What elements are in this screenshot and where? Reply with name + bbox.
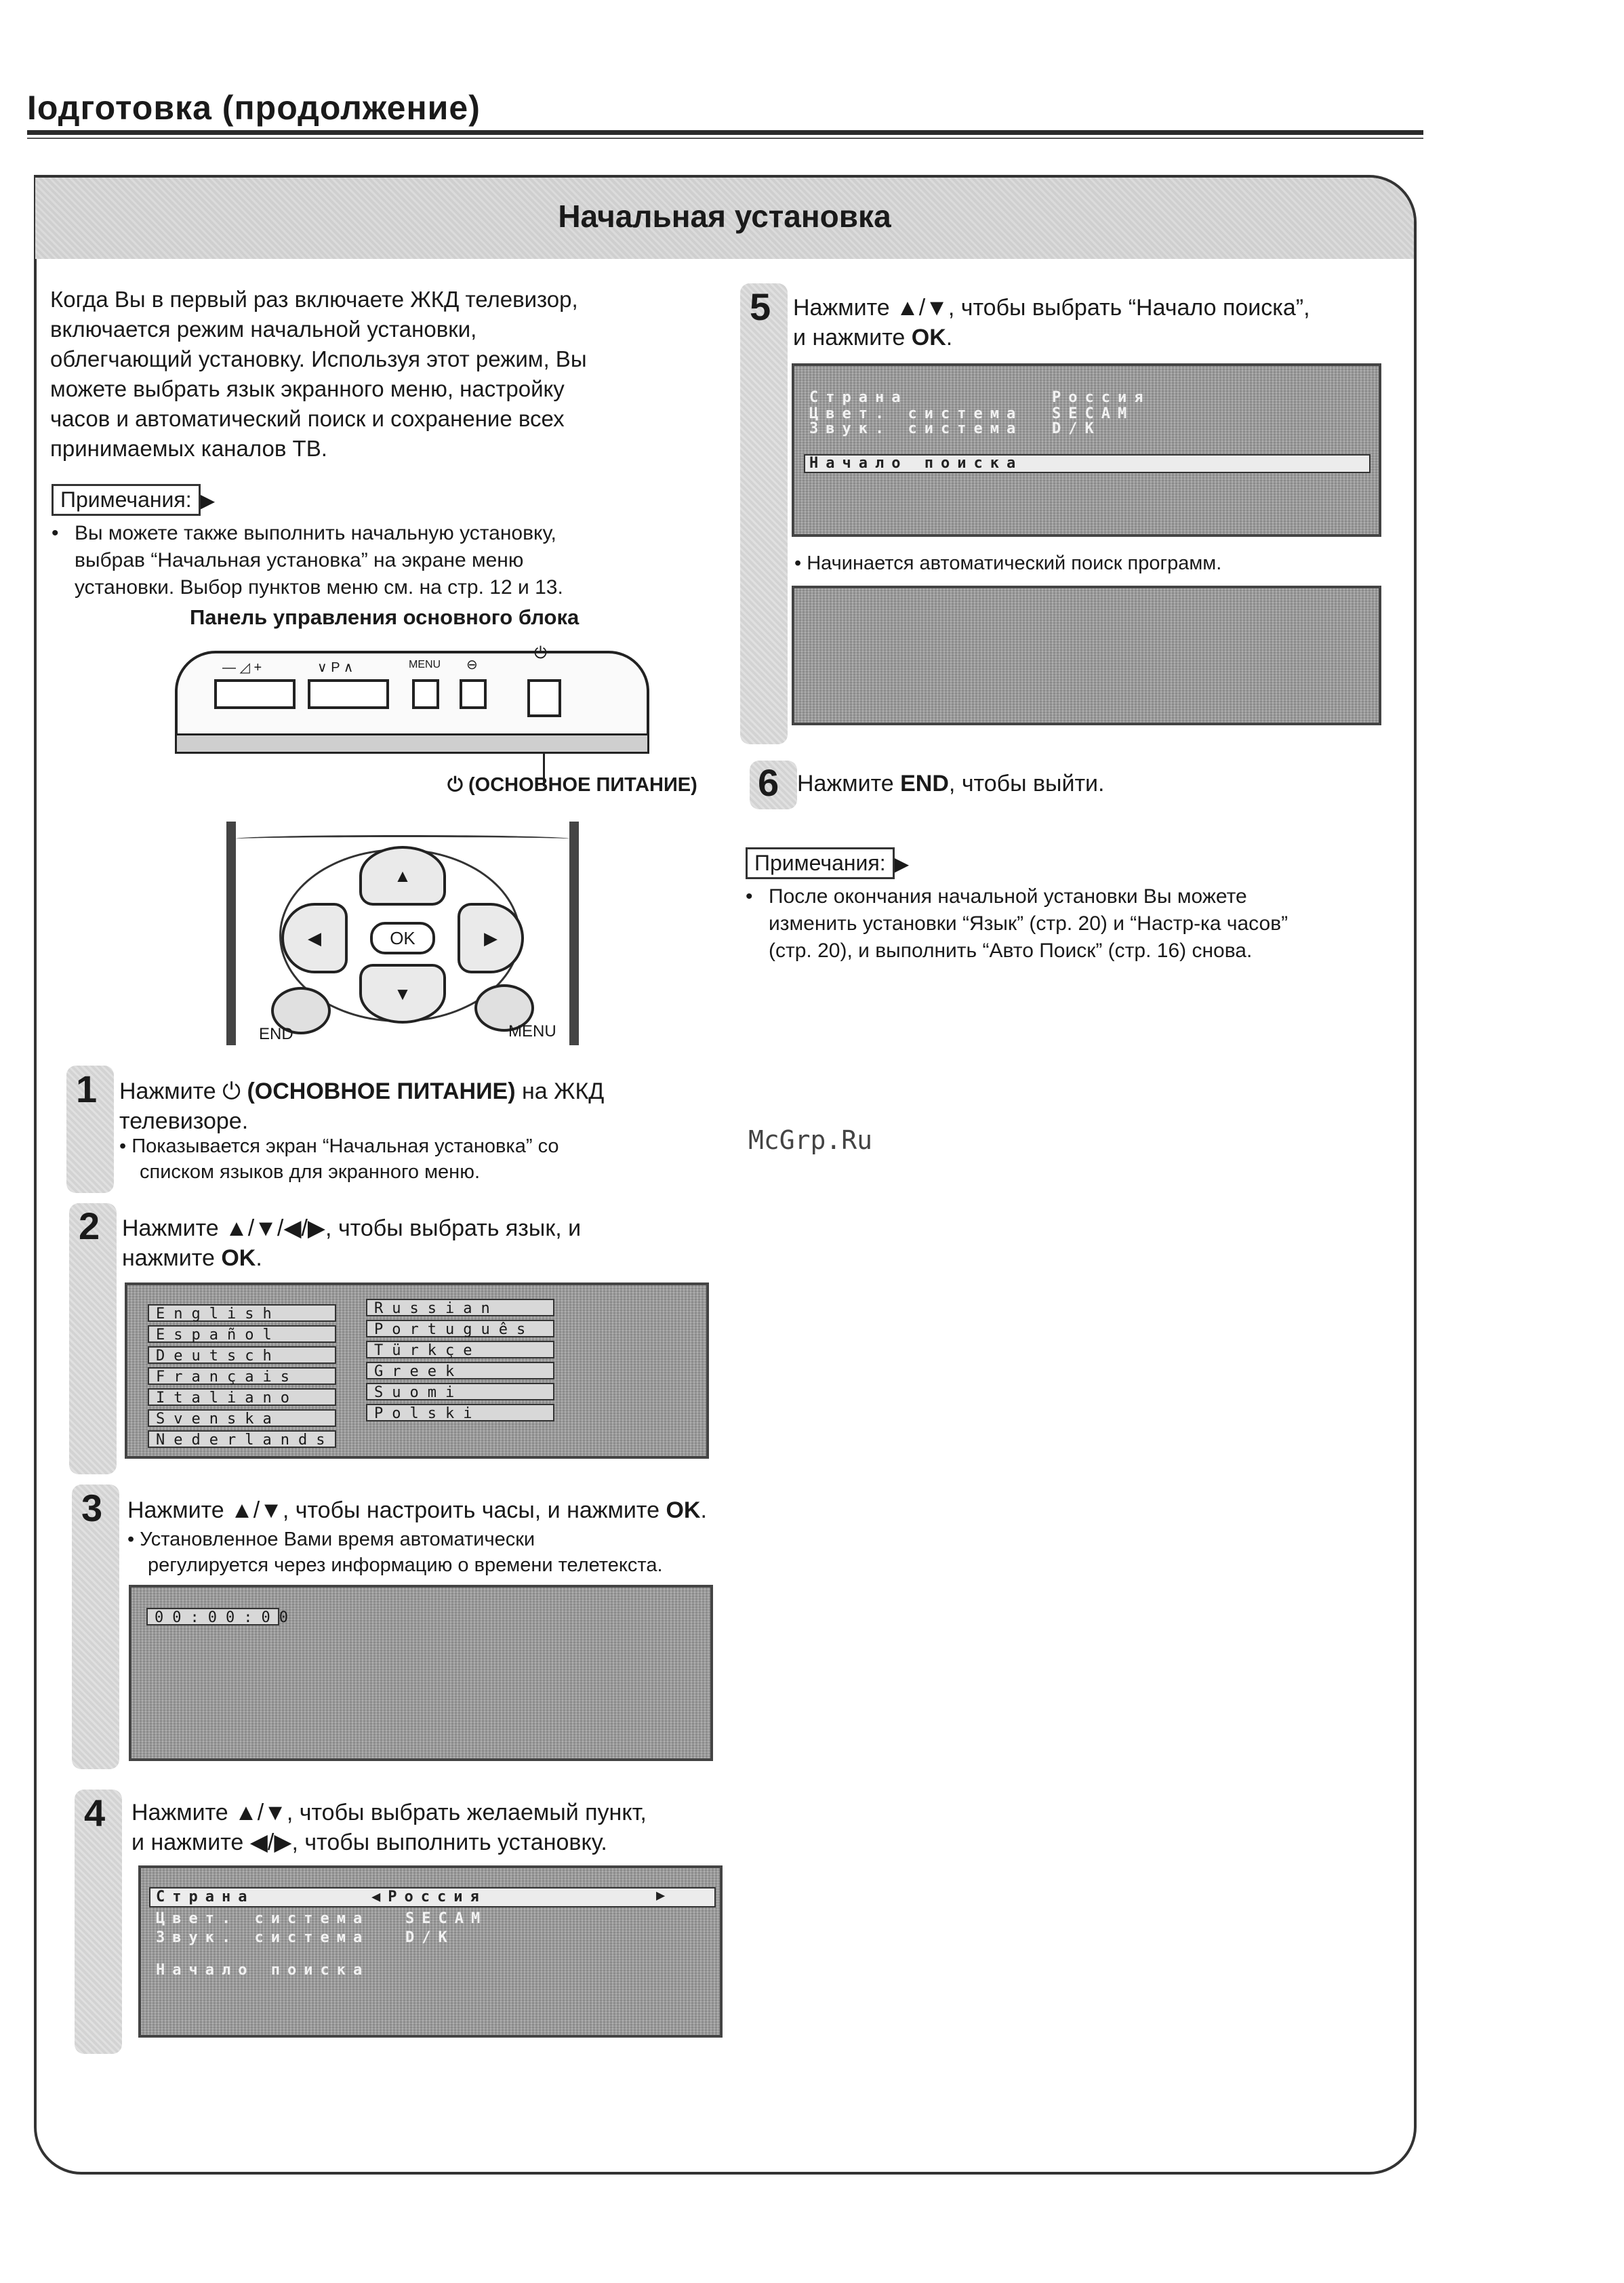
channel-label: ∨ P ∧ [317, 660, 354, 675]
country-value: Россия [1052, 389, 1151, 406]
settings-screen [138, 1865, 723, 2038]
ok-button[interactable]: OK [370, 922, 435, 954]
search-screen [792, 363, 1381, 537]
bullet-line: Показывается экран “Начальная установка” со [131, 1135, 559, 1157]
power-icon: ⏻ [534, 644, 547, 662]
notes-block [52, 484, 702, 601]
step-text-line: телевизоре. [119, 1108, 249, 1134]
note-item [52, 520, 702, 601]
arrow-right-icon[interactable]: ▶ [656, 1887, 666, 1904]
notes-label: Примечания: [52, 484, 201, 516]
step-4-text [131, 1798, 742, 1857]
step-number: 3 [81, 1487, 103, 1529]
step-text-bold: OK [666, 1497, 701, 1523]
step-text-part: . [946, 325, 953, 350]
language-screen [125, 1282, 709, 1459]
end-label: END [259, 1025, 293, 1043]
remote-edge-left [226, 822, 236, 1045]
language-item[interactable]: Italiano [148, 1388, 336, 1406]
color-system-value: SECAM [405, 1910, 488, 1927]
notes-label: Примечания: [746, 847, 895, 879]
step-number: 6 [758, 761, 779, 804]
menu-remote-label: MENU [508, 1022, 556, 1041]
bullet-icon: • [794, 552, 807, 574]
power-caption: ⏻ (ОСНОВНОЕ ПИТАНИЕ) [447, 774, 697, 796]
country-label: Страна [809, 389, 908, 406]
step-number: 4 [84, 1792, 106, 1834]
intro-line: часов и автоматический поиск и сохранение всех [50, 406, 565, 431]
input-button[interactable] [460, 679, 487, 709]
color-system-label: Цвет. система [809, 405, 1023, 422]
language-item[interactable]: Svenska [148, 1409, 336, 1427]
bullet-line: регулируется через информацию о времени телетекста. [148, 1554, 663, 1576]
step-3-text [127, 1495, 737, 1525]
note-line: выбрав “Начальная установка” на экране меню [75, 549, 524, 571]
sound-system-value: D/K [405, 1929, 455, 1946]
note-line: установки. Выбор пунктов меню см. на стр. 12 и 13. [75, 576, 563, 599]
step-3-bullet [127, 1527, 737, 1578]
note-line: изменить установки “Язык” (стр. 20) и “Настр-ка часов” [769, 912, 1288, 935]
search-progress-screen [792, 586, 1381, 725]
language-item[interactable]: Türkçe [366, 1341, 554, 1358]
menu-label: MENU [409, 659, 441, 670]
note-line: Вы можете также выполнить начальную установку, [75, 522, 556, 544]
note-item [746, 883, 1410, 965]
notes-block [746, 847, 1410, 965]
step-text-bold: OK [911, 325, 946, 350]
country-value: ◀Россия [371, 1888, 487, 1905]
language-item[interactable]: Suomi [366, 1383, 554, 1400]
down-arrow-button[interactable]: ▼ [359, 964, 446, 1024]
menu-button[interactable] [412, 679, 439, 709]
start-search-item[interactable]: Начало поиска [156, 1962, 370, 1979]
language-item[interactable]: Português [366, 1320, 554, 1337]
page-title: Iодготовка (продолжение) [27, 89, 481, 127]
remote-edge-right [569, 822, 579, 1045]
title-rule [27, 130, 1423, 135]
language-item[interactable]: Polski [366, 1404, 554, 1421]
step-text-part: Нажмите [797, 771, 901, 796]
step-number: 2 [79, 1205, 100, 1247]
control-panel [175, 644, 649, 759]
intro-line: Когда Вы в первый раз включаете ЖКД телевизор, [50, 287, 578, 312]
step-number: 5 [750, 285, 771, 328]
bullet-line: Начинается автоматический поиск программ. [807, 552, 1222, 574]
step-text-bold: (ОСНОВНОЕ ПИТАНИЕ) [247, 1078, 516, 1104]
step-text-line: Нажмите ▲/▼/◀/▶, чтобы выбрать язык, и [122, 1215, 582, 1241]
step-6-text [797, 769, 1407, 799]
step-text-part: нажмите [122, 1245, 222, 1271]
input-icon: ⊖ [466, 658, 478, 672]
volume-button[interactable] [214, 679, 296, 709]
intro-line: включается режим начальной установки, [50, 317, 477, 342]
step-text-part: . [700, 1497, 707, 1523]
bullet-icon: • [52, 522, 59, 544]
step-1-text [119, 1076, 729, 1136]
note-line: После окончания начальной установки Вы можете [769, 885, 1247, 908]
start-search-item[interactable]: Начало поиска [809, 455, 1023, 472]
intro-line: можете выбрать язык экранного меню, настройку [50, 376, 565, 401]
power-button[interactable] [527, 679, 561, 717]
chevron-right-icon: ▶ [200, 490, 216, 511]
step-text-bold: END [900, 771, 949, 796]
chevron-right-icon: ▶ [894, 853, 910, 874]
title-rule-thin [27, 138, 1423, 139]
color-system-label: Цвет. система [156, 1910, 370, 1927]
step-number: 1 [76, 1068, 98, 1110]
color-system-value: SECAM [1052, 405, 1135, 422]
language-item[interactable]: Français [148, 1367, 336, 1385]
remote-control [217, 822, 583, 1052]
bullet-line: списком языков для экранного меню. [140, 1161, 481, 1183]
remote-top-curve [236, 835, 569, 843]
section-title: Начальная установка [558, 199, 891, 234]
panel-caption: Панель управления основного блока [190, 605, 580, 629]
step-2-text [122, 1213, 732, 1273]
step-strip [740, 283, 788, 744]
step-5-bullet [794, 550, 1404, 576]
clock-screen [129, 1585, 713, 1761]
note-line: (стр. 20), и выполнить “Авто Поиск” (стр. 16) снова. [769, 940, 1253, 962]
country-label: Страна [156, 1888, 255, 1905]
sound-system-label: Звук. система [156, 1929, 370, 1946]
sound-system-value: D/K [1052, 420, 1101, 437]
sound-system-label: Звук. система [809, 420, 1023, 437]
language-item[interactable]: English [148, 1304, 336, 1322]
step-text-bold: OK [221, 1245, 256, 1271]
step-text-line: Нажмите ▲/▼, чтобы выбрать желаемый пункт, [131, 1800, 647, 1825]
language-item[interactable]: Greek [366, 1362, 554, 1379]
language-item[interactable]: Nederlands [148, 1430, 336, 1448]
bullet-icon: • [127, 1529, 140, 1550]
clock-time-field[interactable]: 00:00:00 [146, 1608, 279, 1625]
intro-paragraph [50, 285, 701, 464]
intro-line: принимаемых каналов ТВ. [50, 436, 327, 461]
step-5-text [793, 293, 1403, 352]
panel-base [175, 733, 649, 754]
language-item[interactable]: Español [148, 1325, 336, 1343]
step-text-part: Нажмите ▲/▼, чтобы настроить часы, и нажмите [127, 1497, 666, 1523]
left-arrow-button[interactable]: ◀ [281, 903, 348, 973]
watermark: McGrp.Ru [748, 1125, 873, 1155]
right-arrow-button[interactable]: ▶ [458, 903, 524, 973]
step-text-part: . [256, 1245, 262, 1271]
language-item[interactable]: Deutsch [148, 1346, 336, 1364]
step-text-line: Нажмите ▲/▼, чтобы выбрать “Начало поиска”, [793, 295, 1310, 321]
step-text-line: и нажмите ◀/▶, чтобы выполнить установку. [131, 1830, 607, 1855]
step-text-part: Нажмите ⏻ [119, 1078, 247, 1104]
step-text-part: , чтобы выйти. [948, 771, 1105, 796]
step-text-part: и нажмите [793, 325, 912, 350]
bullet-line: Установленное Вами время автоматически [140, 1529, 535, 1550]
up-arrow-button[interactable]: ▲ [359, 846, 446, 906]
bullet-icon: • [119, 1135, 132, 1157]
language-item[interactable]: Russian [366, 1299, 554, 1316]
volume-label: — ◿ + [222, 660, 262, 675]
channel-button[interactable] [308, 679, 389, 709]
intro-line: облегчающий установку. Используя этот режим, Вы [50, 346, 587, 371]
step-1-bullet [119, 1133, 729, 1185]
step-text-part: на ЖКД [515, 1078, 605, 1104]
bullet-icon: • [746, 885, 753, 908]
